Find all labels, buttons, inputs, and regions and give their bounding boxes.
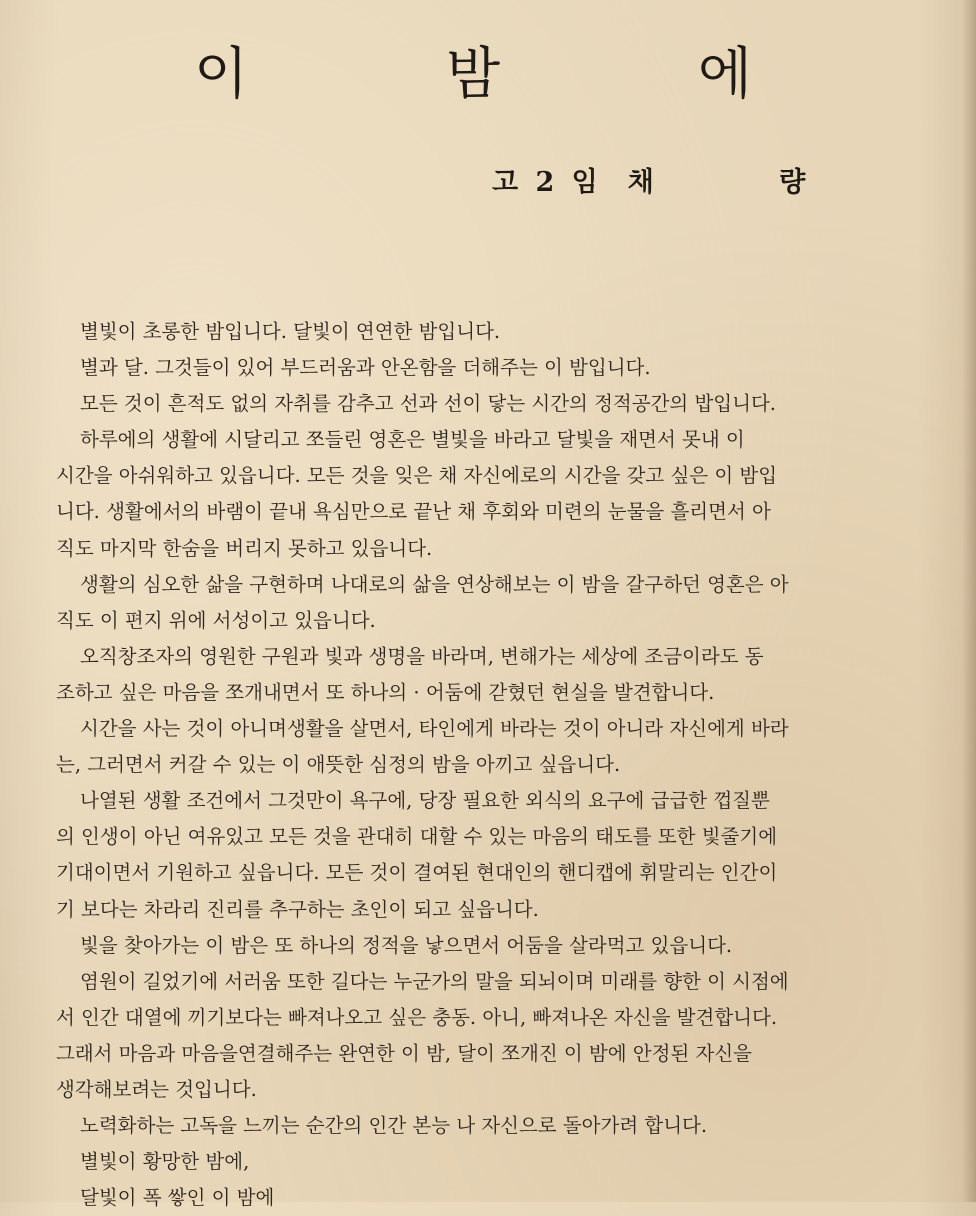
text-line: 하루에의 생활에 시달리고 쪼들린 영혼은 별빛을 바라고 달빛을 재면서 못내 이 xyxy=(80,428,745,452)
page-title: 이 밤 에 xyxy=(194,42,842,107)
essay-body xyxy=(56,314,922,1216)
author-name: 채 량 xyxy=(627,167,864,198)
text-line: 별빛이 황망한 밤에, xyxy=(80,1150,250,1174)
text-line: 기대이면서 기원하고 싶읍니다. 모든 것이 결여된 현대인의 핸디캡에 휘말리는 인간이 xyxy=(56,861,778,885)
text-line: 니다. 생활에서의 바램이 끝내 욕심만으로 끝난 채 후회와 미련의 눈물을 흘리면서 아 xyxy=(56,500,771,524)
text-line: 시간을 사는 것이 아니며생활을 살면서, 타인에게 바라는 것이 아니라 자신에게 바라 xyxy=(80,717,789,741)
text-line: 직도 마지막 한숨을 버리지 못하고 있읍니다. xyxy=(56,536,433,560)
text-line: 생각해보려는 것입니다. xyxy=(56,1077,257,1101)
text-line: 빛을 찾아가는 이 밤은 또 하나의 정적을 낳으면서 어둠을 살라먹고 있읍니다. xyxy=(80,933,733,957)
page-edge-shadow xyxy=(962,0,976,1202)
text-line: 노력화하는 고독을 느끼는 순간의 인간 본능 나 자신으로 돌아가려 합니다. xyxy=(80,1114,708,1138)
text-line: 오직창조자의 영원한 구원과 빛과 생명을 바라며, 변해가는 세상에 조금이라도 동 xyxy=(80,644,764,668)
text-line: 서 인간 대열에 끼기보다는 빠져나오고 싶은 충동. 아니, 빠져나온 자신을 발견합니다. xyxy=(56,1005,778,1029)
text-line: 조하고 싶은 마음을 쪼개내면서 또 하나의 · 어둠에 갇혔던 현실을 발견합니다. xyxy=(56,680,715,704)
text-line: 나열된 생활 조건에서 그것만이 욕구에, 당장 필요한 외식의 요구에 급급한 껍질뿐 xyxy=(80,789,770,813)
text-line: 는, 그러면서 커갈 수 있는 이 애뜻한 심정의 밤을 아끼고 싶읍니다. xyxy=(56,753,621,777)
text-line: 생활의 심오한 삶을 구현하며 나대로의 삶을 연상해보는 이 밤을 갈구하던 영혼은 아 xyxy=(80,572,789,596)
author-byline xyxy=(492,160,863,199)
text-line: 염원이 길었기에 서러움 또한 길다는 누군가의 말을 되뇌이며 미래를 향한 이 시점에 xyxy=(80,969,789,993)
text-line: 시간을 아쉬워하고 있읍니다. 모든 것을 잊은 채 자신에로의 시간을 갖고 싶은 이 밤입 xyxy=(56,464,778,488)
text-line: 모든 것이 흔적도 없의 자취를 감추고 선과 선이 닿는 시간의 정적공간의 밥입니다. xyxy=(80,392,777,416)
text-line: 기 보다는 차라리 진리를 추구하는 초인이 되고 싶읍니다. xyxy=(56,897,539,921)
text-line: 달빛이 폭 쌓인 이 밤에 xyxy=(80,1186,275,1210)
text-line: 그래서 마음과 마음을연결해주는 완연한 이 밤, 달이 쪼개진 이 밤에 안정된 자신을 xyxy=(56,1041,753,1065)
text-line: 별과 달. 그것들이 있어 부드러움과 안온함을 더해주는 이 밤입니다. xyxy=(80,356,651,380)
text-line: 직도 이 편지 위에 서성이고 있읍니다. xyxy=(56,608,376,632)
author-grade: 고 2 임 xyxy=(492,167,602,198)
text-line: 별빛이 초롱한 밤입니다. 달빛이 연연한 밤입니다. xyxy=(80,320,501,343)
text-line: 의 인생이 아닌 여유있고 모든 것을 관대히 대할 수 있는 마음의 태도를 또한 빛줄기에 xyxy=(56,825,778,849)
